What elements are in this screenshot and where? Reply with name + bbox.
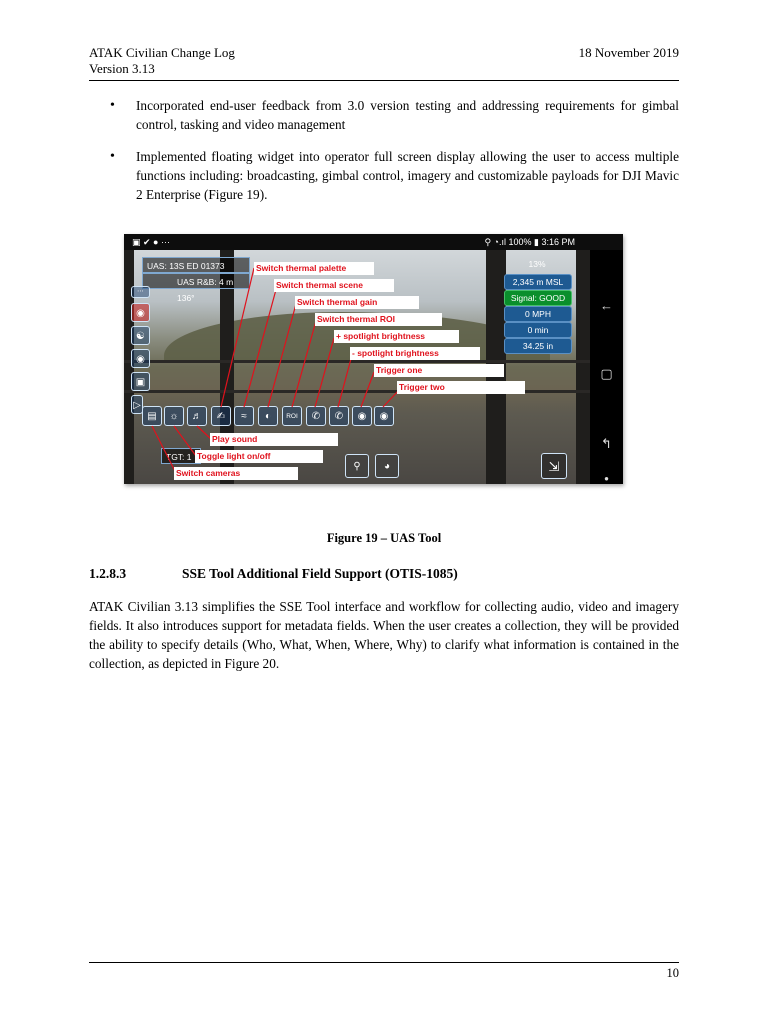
callout-label: Switch thermal scene bbox=[274, 279, 394, 292]
doc-version: Version 3.13 bbox=[89, 61, 155, 76]
doc-title: ATAK Civilian Change Log bbox=[89, 45, 235, 60]
speed-readout: 0 MPH bbox=[504, 306, 572, 322]
doc-date: 18 November 2019 bbox=[578, 45, 679, 60]
altitude-readout: 2,345 m MSL bbox=[504, 274, 572, 290]
callout-label: - spotlight brightness bbox=[350, 347, 480, 360]
figure-caption: Figure 19 – UAS Tool bbox=[326, 531, 442, 545]
palette-icon[interactable]: ✍ bbox=[211, 406, 231, 426]
back-arrow-icon[interactable]: ← bbox=[600, 298, 613, 313]
target-readout: TGT: 1 bbox=[161, 448, 201, 464]
uas-range-bearing-readout: UAS R&B: 4 m 136° bbox=[142, 273, 250, 289]
gain-icon[interactable]: ◐ bbox=[258, 406, 278, 426]
recent-apps-icon[interactable]: ▢ bbox=[600, 366, 613, 381]
android-nav-bar bbox=[590, 250, 623, 484]
signal-readout: Signal: GOOD bbox=[504, 290, 572, 306]
distance-readout: 34.25 in bbox=[504, 338, 572, 354]
bullet-list bbox=[89, 96, 679, 217]
camera-switch-icon[interactable]: ▤ bbox=[142, 406, 162, 426]
gimbal-icon[interactable]: ☯ bbox=[131, 326, 150, 345]
deck-railing bbox=[124, 360, 590, 363]
callout-label: Trigger one bbox=[374, 364, 504, 377]
image-icon[interactable]: ▣ bbox=[131, 372, 150, 391]
callout-label: Trigger two bbox=[397, 381, 525, 394]
android-status-bar bbox=[124, 234, 623, 250]
header-left bbox=[89, 45, 235, 77]
callout-label: Switch thermal gain bbox=[295, 296, 419, 309]
callout-label: Switch cameras bbox=[174, 467, 298, 480]
camera-icon[interactable]: ◉ bbox=[131, 349, 150, 368]
speaker-icon[interactable]: ♬ bbox=[187, 406, 207, 426]
drawer-tab-icon[interactable]: ▷ bbox=[131, 395, 143, 414]
trigger-two-icon[interactable]: ◉ bbox=[374, 406, 394, 426]
dot-icon[interactable]: ● bbox=[604, 474, 609, 483]
light-bulb-icon[interactable]: ☼ bbox=[164, 406, 184, 426]
uas-position-readout: UAS: 13S ED 01373 bbox=[142, 257, 250, 273]
record-icon[interactable]: ◉ bbox=[131, 303, 150, 322]
exit-fullscreen-icon[interactable]: ⇲ bbox=[541, 453, 567, 479]
roi-icon[interactable]: ROI bbox=[282, 406, 302, 426]
callout-label: Play sound bbox=[210, 433, 338, 446]
map-pin-icon[interactable]: ⚲ bbox=[345, 454, 369, 478]
door-frame bbox=[576, 250, 590, 484]
spotlight-plus-icon[interactable]: ✆ bbox=[306, 406, 326, 426]
section-number: 1.2.8.3 bbox=[89, 566, 127, 581]
flight-time-readout: 0 min bbox=[504, 322, 572, 338]
battery-readout: 13% bbox=[528, 259, 546, 269]
grid-icon[interactable]: ⋯ bbox=[131, 286, 150, 298]
callout-label: Toggle light on/off bbox=[195, 450, 323, 463]
status-right: ⚲ ◔.ıl 100% ▮ 3:16 PM bbox=[484, 237, 575, 247]
bullet-item: • Incorporated end-user feedback from 3.0 version testing and addressing requirements for gimbal control, tasking and video management bbox=[89, 96, 679, 134]
callout-label: Switch thermal palette bbox=[254, 262, 374, 275]
callout-label: + spotlight brightness bbox=[334, 330, 459, 343]
trigger-one-icon[interactable]: ◉ bbox=[352, 406, 372, 426]
page-header bbox=[89, 44, 679, 81]
section-paragraph: ATAK Civilian 3.13 simplifies the SSE Tool interface and workflow for collecting audio, video and imagery fields. It also introduces support for metadata fields. When the user creates a collection, they will be provided the ability to specify details (Who, What, When, Where, Why) to clarify what information is contained in the collection, as depicted in Figure 20. bbox=[89, 599, 679, 671]
page-number: 10 bbox=[666, 966, 679, 980]
section-title: SSE Tool Additional Field Support (OTIS-1085) bbox=[182, 566, 458, 581]
uas-tool-screenshot bbox=[124, 234, 623, 484]
section-heading bbox=[89, 566, 458, 582]
bullet-item: • Implemented floating widget into operator full screen display allowing the user to access multiple functions including: broadcasting, gimbal control, imagery and customizable payloads for DJI Mavic 2 Enterprise (Figure 19). bbox=[89, 147, 679, 204]
return-icon[interactable]: ↰ bbox=[601, 436, 612, 451]
scene-icon[interactable]: ≈ bbox=[234, 406, 254, 426]
drone-camera-icon[interactable]: ◕ bbox=[375, 454, 399, 478]
callout-label: Switch thermal ROI bbox=[315, 313, 442, 326]
page-footer bbox=[89, 962, 679, 980]
status-left-icons: ▣ ✔ ● ··· bbox=[132, 237, 170, 247]
spotlight-minus-icon[interactable]: ✆ bbox=[329, 406, 349, 426]
